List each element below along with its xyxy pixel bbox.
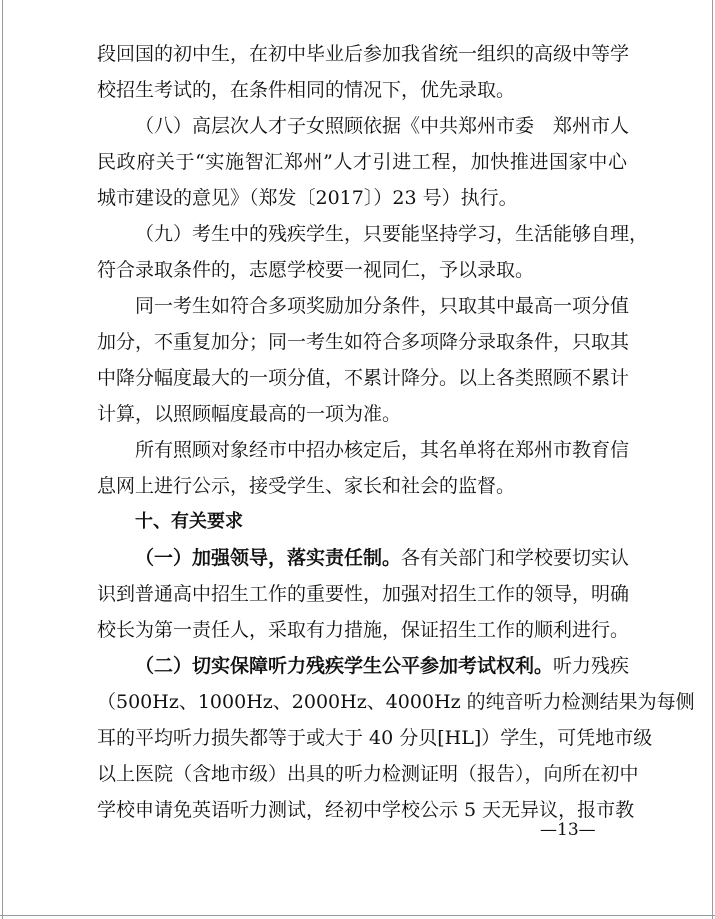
text-line-5: 城市建设的意见》（郑发〔2017〕）23 号）执行。 — [97, 187, 518, 209]
text-line-10: 中降分幅度最大的一项分值，不累计降分。以上各类照顾不累计 — [97, 367, 630, 389]
text-line-2: 校招生考试的，在条件相同的情况下，优先录取。 — [97, 79, 516, 101]
item-2-lines — [97, 684, 695, 828]
text-line-8: 同一考生如符合多项奖励加分条件，只取其中最高一项分值 — [135, 295, 630, 317]
text-line-12: 所有照顾对象经市中招办核定后，其名单将在郑州市教育信 — [135, 439, 630, 461]
text-line-3: （八）高层次人才子女照顾依据《中共郑州市委 郑州市人 — [135, 115, 630, 137]
item-2-line-3: 以上医院（含地市级）出具的听力检测证明（报告），向所在初中 — [97, 763, 639, 785]
text-line-13: 息网上进行公示，接受学生、家长和社会的监督。 — [97, 475, 516, 497]
page-border-bottom — [0, 915, 715, 916]
item-2-lead: （二）切实保障听力残疾学生公平参加考试权利。 — [135, 655, 554, 677]
item-1-line-1: 识到普通高中招生工作的重要性，加强对招生工作的领导，明确 — [97, 583, 630, 605]
item-2-line-1: （500Hz、1000Hz、2000Hz、4000Hz 的纯音听力检测结果为每侧 — [97, 691, 695, 713]
text-line-1: 段回国的初中生，在初中毕业后参加我省统一组织的高级中等学 — [97, 43, 630, 65]
item-2-rest: 听力残疾 — [553, 655, 630, 677]
page-border-left — [2, 0, 3, 919]
item-1-lead: （一）加强领导，落实责任制。 — [135, 547, 402, 569]
item-1-first-line — [97, 540, 630, 576]
page-border-right — [712, 0, 713, 919]
text-line-9: 加分，不重复加分；同一考生如符合多项降分录取条件，只取其 — [97, 331, 630, 353]
text-line-7: 符合录取条件的，志愿学校要一视同仁，予以录取。 — [97, 259, 535, 281]
item-1-rest: 各有关部门和学校要切实认 — [401, 547, 630, 569]
paragraph-lines — [97, 36, 649, 504]
item-1-lines — [97, 576, 630, 648]
document-body — [97, 36, 695, 828]
page-number: —13— — [540, 820, 596, 840]
item-2-first-line — [97, 648, 630, 684]
item-2-line-2: 耳的平均听力损失都等于或大于 40 分贝[HL]）学生，可凭地市级 — [97, 727, 653, 749]
text-line-11: 计算，以照顾幅度最高的一项为准。 — [97, 403, 402, 425]
item-1-line-2: 校长为第一责任人，采取有力措施，保证招生工作的顺利进行。 — [97, 619, 630, 641]
section-heading: 十、有关要求 — [135, 511, 243, 532]
text-line-4: 民政府关于“实施智汇郑州”人才引进工程，加快推进国家中心 — [97, 151, 627, 173]
text-line-6: （九）考生中的残疾学生，只要能坚持学习，生活能够自理， — [135, 223, 649, 245]
item-2-line-4: 学校申请免英语听力测试，经初中学校公示 5 天无异议，报市教 — [97, 799, 635, 821]
